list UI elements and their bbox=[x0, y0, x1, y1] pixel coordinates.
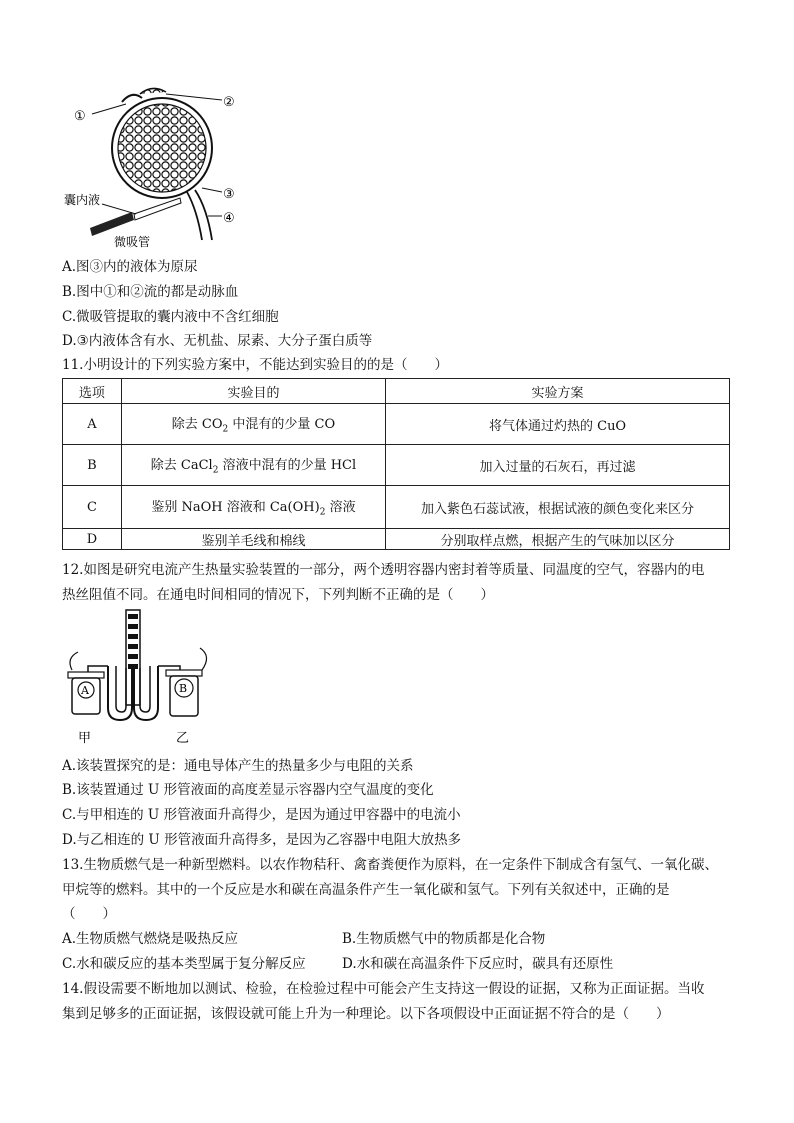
q10-option-c: C.微吸管提取的囊内液中不含红细胞 bbox=[62, 309, 279, 325]
table-header: 选项 bbox=[63, 379, 122, 404]
container-b-label: B bbox=[179, 682, 188, 695]
label-2: ② bbox=[223, 95, 235, 110]
q12-option-b: B.该装置通过 U 形管液面的高度差显示容器内空气温度的变化 bbox=[62, 782, 434, 798]
table-row: A 除去 $CO_2$ 中混有的少量 CO 将气体通过灼热的 CuO bbox=[63, 404, 730, 445]
q13-stem-1: 13.生物质燃气是一种新型燃料。以农作物秸秆、禽畜粪便作为原料，在一定条件下制成含有氢气、一氧化碳、 bbox=[62, 857, 718, 873]
container-a-label: A bbox=[81, 684, 89, 697]
q13-option-c: C.水和碳反应的基本类型属于复分解反应 bbox=[62, 956, 306, 972]
table-header: 实验目的 bbox=[121, 379, 385, 404]
q12-stem-2: 热丝阻值不同。在通电时间相同的情况下，下列判断不正确的是（ ） bbox=[62, 587, 494, 603]
q10-option-d: D.③内液体含有水、无机盐、尿素、大分子蛋白质等 bbox=[62, 333, 373, 349]
q12-option-d: D.与乙相连的 U 形管液面升高得多，是因为乙容器中电阻大放热多 bbox=[62, 832, 462, 848]
q13-options-row-2 bbox=[62, 955, 614, 973]
u-tube-figure bbox=[62, 608, 222, 748]
label-jia: 甲 bbox=[78, 731, 92, 746]
table-row: C 鉴别 NaOH 溶液和 $Ca(OH)_2$ 溶液 加入紫色石蕊试液，根据试液的颜色变化来区分 bbox=[63, 486, 730, 529]
table-row: B 除去 CaCl$_2$ 溶液中混有的少量 HCl 加入过量的石灰石，再过滤 bbox=[63, 445, 730, 486]
glomerulus-figure bbox=[62, 80, 262, 250]
q14-stem-2: 集到足够多的正面证据，该假设就可能上升为一种理论。以下各项假设中正面证据不符合的是（ ） bbox=[62, 1006, 670, 1022]
label-sac-liquid: 囊内液 bbox=[64, 193, 101, 207]
q12-option-a: A.该装置探究的是：通电导体产生的热量多少与电阻的关系 bbox=[62, 758, 414, 774]
label-yi: 乙 bbox=[176, 731, 190, 746]
q10-option-a: A.图③内的液体为原尿 bbox=[62, 259, 198, 275]
q13-options-row-1 bbox=[62, 930, 546, 948]
q13-option-b: B.生物质燃气中的物质都是化合物 bbox=[342, 931, 546, 947]
q13-option-d: D.水和碳在高温条件下反应时，碳具有还原性 bbox=[342, 956, 614, 972]
label-3: ③ bbox=[223, 187, 235, 202]
q10-option-b: B.图中①和②流的都是动脉血 bbox=[62, 284, 239, 300]
q13-option-a: A.生物质燃气燃烧是吸热反应 bbox=[62, 931, 239, 947]
table-row: D 鉴别羊毛线和棉线 分别取样点燃，根据产生的气味加以区分 bbox=[63, 529, 730, 550]
q12-stem-1: 12.如图是研究电流产生热量实验装置的一部分，两个透明容器内密封着等质量、同温度的空气，容器内的电 bbox=[62, 562, 705, 578]
q11-stem: 11.小明设计的下列实验方案中，不能达到实验目的的是（ ） bbox=[62, 357, 448, 373]
q14-stem-1: 14.假设需要不断地加以测试、检验，在检验过程中可能会产生支持这一假设的证据，又称为正面证据。当收 bbox=[62, 981, 705, 997]
table-header: 实验方案 bbox=[386, 379, 730, 404]
q11-table bbox=[62, 378, 730, 550]
q13-stem-2: 甲烷等的燃料。其中的一个反应是水和碳在高温条件产生一氧化碳和氢气。下列有关叙述中，正确的是 bbox=[62, 882, 670, 898]
label-1: ① bbox=[74, 109, 86, 124]
q12-option-c: C.与甲相连的 U 形管液面升高得少，是因为通过甲容器中的电流小 bbox=[62, 807, 461, 823]
label-4: ④ bbox=[223, 211, 235, 226]
q13-stem-3: （ ） bbox=[62, 906, 116, 922]
label-micro-pipette: 微吸管 bbox=[114, 235, 151, 249]
